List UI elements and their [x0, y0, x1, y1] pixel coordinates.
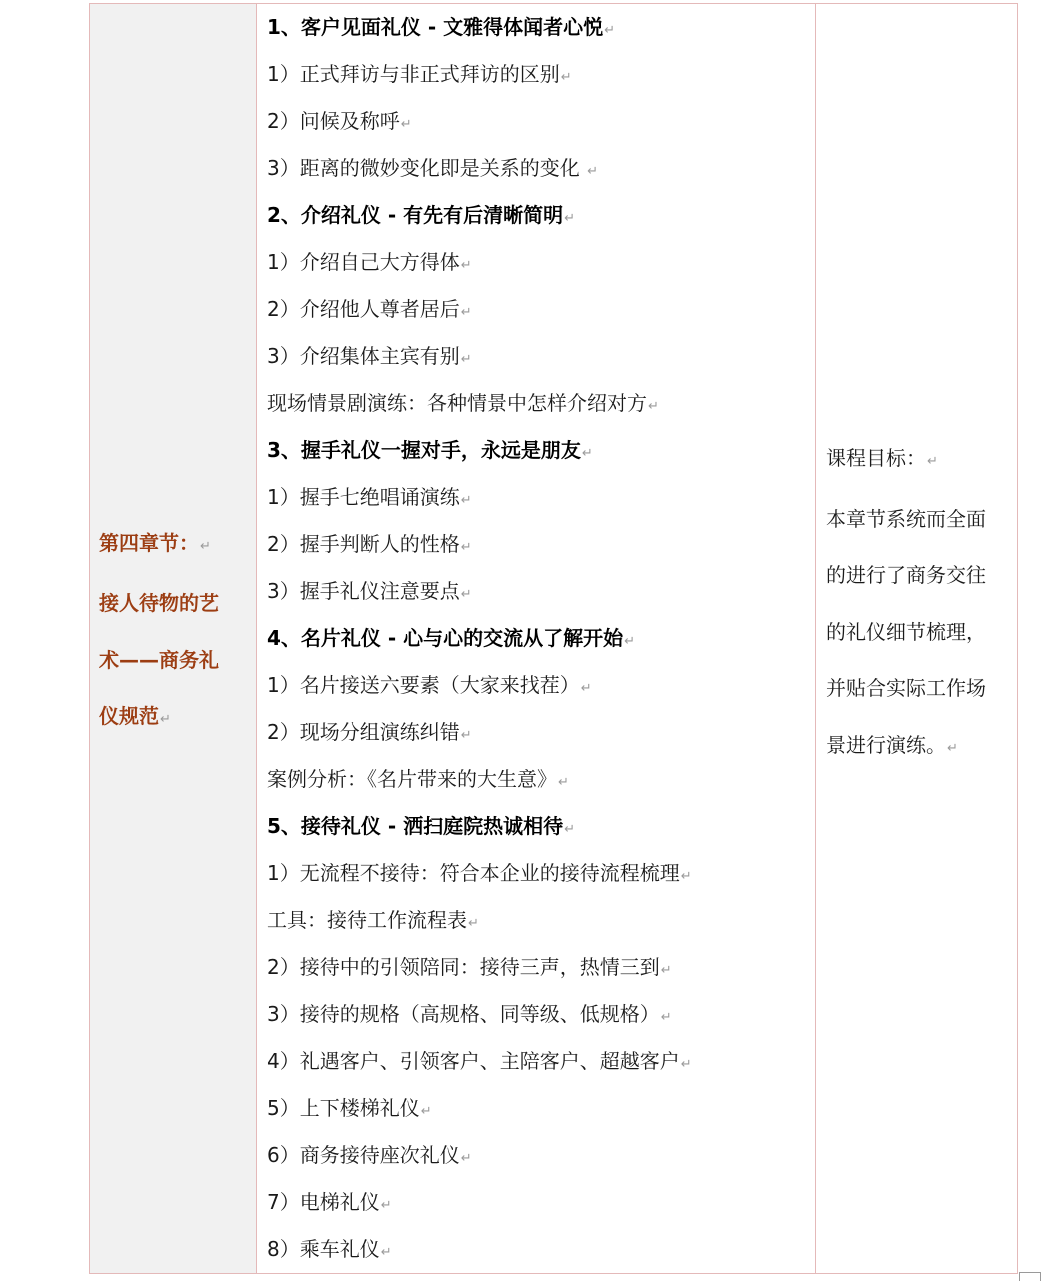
paragraph-mark-icon: ↵: [680, 1057, 692, 1072]
paragraph-mark-icon: ↵: [680, 869, 692, 884]
course-goal-line: [826, 717, 1017, 778]
paragraph-mark-icon: ↵: [648, 399, 659, 414]
list-item: [267, 662, 815, 709]
paragraph-mark-icon: ↵: [380, 1245, 392, 1260]
section-heading-text: 2、介绍礼仪 - 有先有后清晰简明: [267, 203, 564, 227]
chapter-title-cell: [90, 4, 257, 1274]
course-goal-cell: [816, 4, 1018, 1274]
course-goal-label: [826, 430, 1017, 491]
list-item-text: 1）名片接送六要素（大家来找茬）: [267, 673, 580, 697]
course-goal-line-text: 景进行演练。: [826, 732, 946, 757]
paragraph-mark-icon: ↵: [604, 23, 616, 38]
list-item: [267, 897, 815, 944]
list-item: [267, 474, 815, 521]
course-goal-line-text: 的进行了商务交往: [826, 563, 986, 587]
chapter-title-line: [99, 515, 256, 576]
list-item-text: 2）问候及称呼: [267, 109, 400, 133]
list-item: [267, 756, 815, 803]
paragraph-mark-icon: ↵: [468, 916, 479, 931]
chapter-title-line-text: 术——商务礼: [99, 647, 219, 672]
chapter-title-line: [99, 575, 256, 632]
paragraph-mark-icon: ↵: [400, 117, 412, 132]
chapter-title-line: [99, 632, 256, 689]
list-item: [267, 1179, 815, 1226]
chapter-title: [90, 515, 256, 763]
list-item-text: 7）电梯礼仪: [267, 1190, 380, 1214]
list-item: [267, 991, 815, 1038]
list-item: [267, 568, 815, 615]
course-goal: [816, 430, 1017, 847]
list-item-text: 2）握手判断人的性格: [267, 532, 460, 556]
paragraph-mark-icon: ↵: [581, 446, 593, 461]
paragraph-mark-icon: ↵: [460, 493, 472, 508]
list-item-text: 3）接待的规格（高规格、同等级、低规格）: [267, 1002, 660, 1026]
list-item-text: 8）乘车礼仪: [267, 1237, 380, 1261]
list-item: [267, 333, 815, 380]
paragraph-mark-icon: ↵: [564, 211, 576, 226]
paragraph-mark-icon: ↵: [200, 538, 211, 554]
list-item-text: 工具：接待工作流程表: [267, 908, 467, 932]
content-list: [257, 4, 815, 1273]
list-item-text: 2）接待中的引领陪同：接待三声，热情三到: [267, 955, 660, 979]
chapter-title-line-text: 第四章节：: [99, 530, 199, 555]
list-item: [267, 1226, 815, 1273]
list-item-text: 1）正式拜访与非正式拜访的区别: [267, 62, 560, 86]
paragraph-mark-icon: ↵: [564, 822, 576, 837]
list-item: [267, 709, 815, 756]
list-item: [267, 98, 815, 145]
paragraph-mark-icon: ↵: [460, 305, 472, 320]
list-item-text: 1）握手七绝唱诵演练: [267, 485, 460, 509]
list-item-text: 3）握手礼仪注意要点: [267, 579, 460, 603]
section-heading: [267, 803, 815, 850]
paragraph-mark-icon: ↵: [460, 352, 472, 367]
section-heading-text: 1、客户见面礼仪 - 文雅得体闻者心悦: [267, 15, 604, 39]
list-item: [267, 51, 815, 98]
paragraph-mark-icon: ↵: [660, 1010, 672, 1025]
chapter-title-line-text: 接人待物的艺: [99, 591, 219, 615]
content-cell: [257, 4, 816, 1274]
course-goal-line: [826, 604, 1017, 661]
paragraph-mark-icon: ↵: [380, 1198, 392, 1213]
list-item-text: 2）现场分组演练纠错: [267, 720, 460, 744]
paragraph-mark-icon: ↵: [420, 1104, 432, 1119]
course-goal-line-text: 的礼仪细节梳理，: [826, 619, 986, 644]
list-item-text: 2）介绍他人尊者居后: [267, 297, 460, 321]
paragraph-mark-icon: ↵: [460, 258, 472, 273]
list-item-text: 5）上下楼梯礼仪: [267, 1096, 420, 1120]
course-goal-line: [826, 547, 1017, 604]
paragraph-mark-icon: ↵: [927, 454, 938, 469]
list-item: [267, 1132, 815, 1179]
table-row: [90, 4, 1018, 1274]
list-item: [267, 850, 815, 897]
section-heading-text: 3、握手礼仪一握对手，永远是朋友: [267, 438, 581, 462]
paragraph-mark-icon: ↵: [560, 70, 572, 85]
paragraph-mark-icon: ↵: [558, 775, 569, 790]
section-heading: [267, 427, 815, 474]
paragraph-mark-icon: ↵: [460, 540, 472, 555]
course-goal-line-text: 课程目标：: [826, 446, 926, 470]
paragraph-mark-icon: ↵: [947, 740, 958, 756]
chapter-title-line-text: 仪规范: [99, 704, 159, 728]
paragraph-mark-icon: ↵: [460, 1151, 472, 1166]
paragraph-mark-icon: ↵: [587, 164, 598, 179]
chapter-title-line: [99, 688, 256, 749]
list-item: [267, 521, 815, 568]
section-heading: [267, 615, 815, 662]
list-item-text: 1）介绍自己大方得体: [267, 250, 460, 274]
list-item: [267, 286, 815, 333]
list-item-text: 4）礼遇客户、引领客户、主陪客户、超越客户: [267, 1049, 680, 1073]
list-item-text: 3）距离的微妙变化即是关系的变化: [267, 156, 587, 180]
list-item-text: 1）无流程不接待：符合本企业的接待流程梳理: [267, 861, 680, 885]
list-item-text: 3）介绍集体主宾有别: [267, 344, 460, 368]
list-item: [267, 944, 815, 991]
paragraph-mark-icon: ↵: [580, 681, 592, 696]
list-item: [267, 1085, 815, 1132]
paragraph-mark-icon: ↵: [460, 587, 472, 602]
list-item: [267, 145, 815, 192]
paragraph-mark-icon: ↵: [624, 634, 636, 649]
list-item-text: 案例分析：《名片带来的大生意》: [267, 767, 557, 791]
course-goal-line-text: 并贴合实际工作场: [826, 676, 986, 700]
list-item: [267, 380, 815, 427]
section-heading: [267, 192, 815, 239]
section-heading-text: 5、接待礼仪 - 洒扫庭院热诚相待: [267, 814, 564, 838]
list-item: [267, 1038, 815, 1085]
course-goal-line: [826, 491, 1017, 548]
paragraph-mark-icon: ↵: [160, 712, 171, 727]
list-item: [267, 239, 815, 286]
course-goal-line-text: 本章节系统而全面: [826, 506, 986, 531]
section-heading: [267, 4, 815, 51]
section-heading-text: 4、名片礼仪 - 心与心的交流从了解开始: [267, 626, 624, 650]
course-goal-line: [826, 660, 1017, 717]
course-outline-table: [89, 3, 1018, 1274]
list-item-text: 6）商务接待座次礼仪: [267, 1143, 460, 1167]
paragraph-mark-icon: ↵: [460, 728, 472, 743]
list-item-text: 现场情景剧演练：各种情景中怎样介绍对方: [267, 391, 647, 415]
paragraph-mark-icon: ↵: [660, 963, 672, 978]
